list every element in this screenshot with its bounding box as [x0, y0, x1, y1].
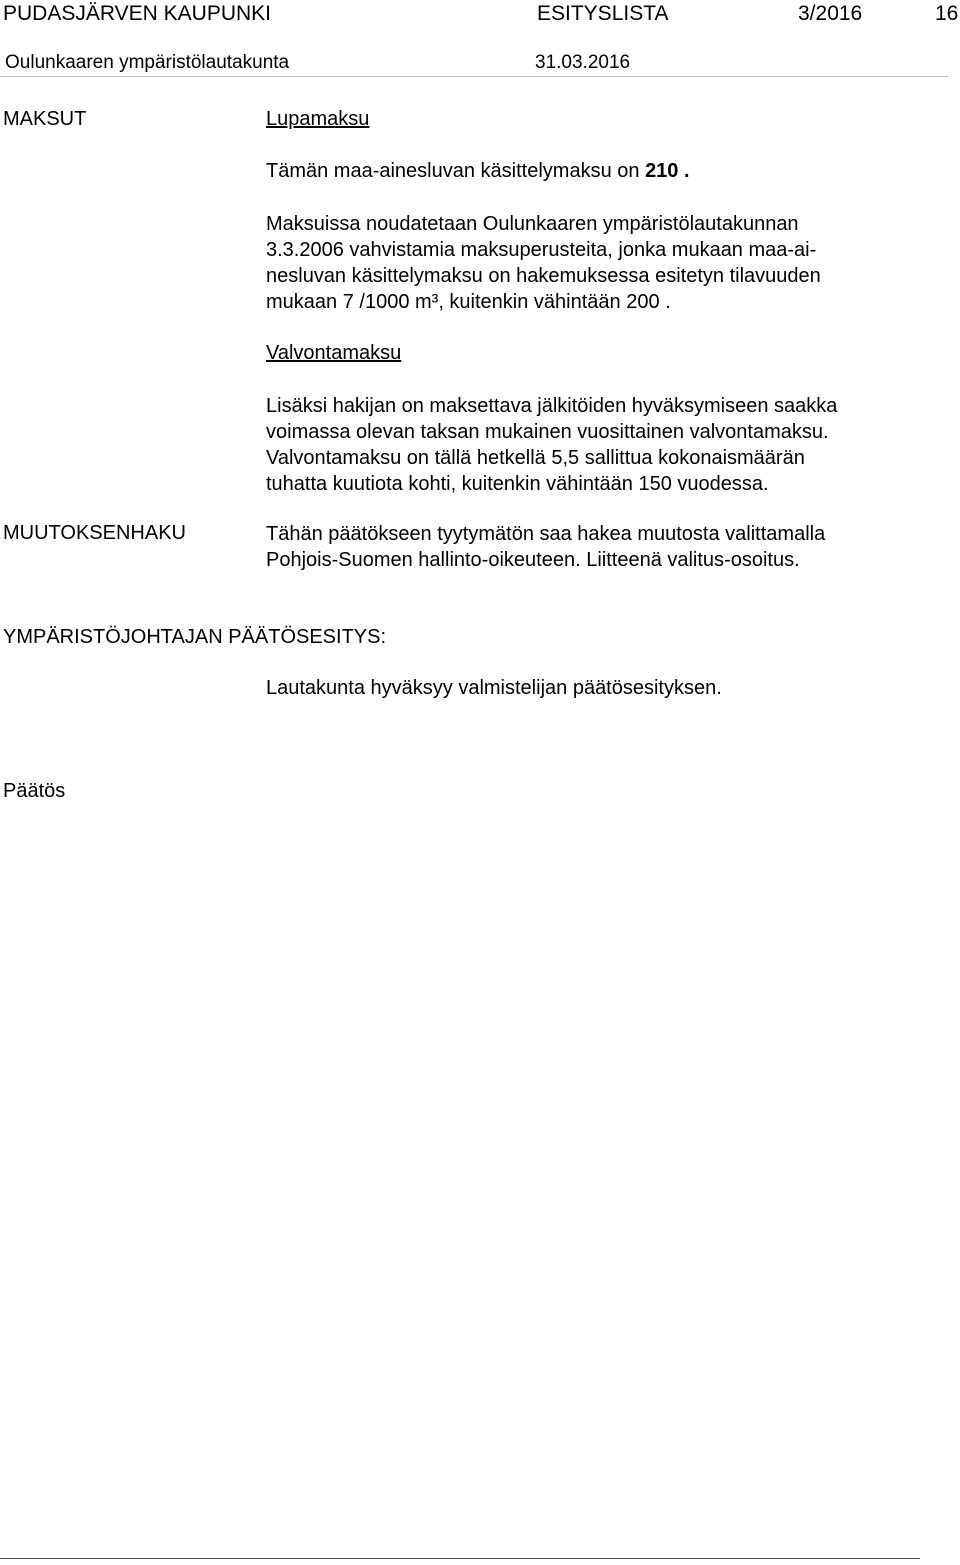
section-label-maksut: MAKSUT: [3, 108, 87, 130]
section-label-muutoksenhaku: MUUTOKSENHAKU: [3, 522, 186, 544]
valvontamaksu-line: voimassa olevan taksan mukainen vuosittainen valvontamaksu.: [266, 421, 829, 443]
fee-sentence: [266, 160, 690, 183]
valvontamaksu-paragraph: [266, 393, 906, 497]
document-type: ESITYSLISTA: [537, 2, 669, 25]
header-divider: [0, 76, 948, 77]
fee-basis-line: Maksuissa noudatetaan Oulunkaaren ympäristölautakunnan: [266, 213, 799, 235]
appeal-line: Tähän päätökseen tyytymätön saa hakea muutosta valittamalla: [266, 523, 826, 545]
fee-amount: 210: [645, 160, 684, 182]
committee-name: Oulunkaaren ympäristölautakunta: [5, 52, 290, 73]
appeal-paragraph: [266, 521, 906, 573]
page-number: 16: [935, 2, 959, 25]
proposal-heading: YMPÄRISTÖJOHTAJAN PÄÄTÖSESITYS:: [3, 626, 387, 648]
document-number: 3/2016: [798, 2, 863, 25]
valvontamaksu-line: tuhatta kuutiota kohti, kuitenkin vähintään 150 vuodessa.: [266, 473, 769, 495]
municipality-name: PUDASJÄRVEN KAUPUNKI: [3, 2, 272, 25]
footer-divider: [0, 1558, 920, 1559]
fee-basis-paragraph: [266, 211, 906, 315]
fee-basis-line: nesluvan käsittelymaksu on hakemuksessa esitetyn tilavuuden: [266, 265, 821, 287]
lupamaksu-heading: Lupamaksu: [266, 108, 370, 130]
valvontamaksu-line: Valvontamaksu on tällä hetkellä 5,5 sallittua kokonaismäärän: [266, 447, 805, 469]
proposal-text: Lautakunta hyväksyy valmistelijan päätösesityksen.: [266, 677, 722, 699]
fee-basis-line: 3.3.2006 vahvistamia maksuperusteita, jonka mukaan maa-ai-: [266, 239, 817, 261]
fee-sentence-suffix: .: [684, 160, 690, 182]
appeal-line: Pohjois-Suomen hallinto-oikeuteen. Liitteenä valitus-osoitus.: [266, 549, 800, 571]
valvontamaksu-line: Lisäksi hakijan on maksettava jälkitöiden hyväksymiseen saakka: [266, 395, 838, 417]
fee-sentence-prefix: Tämän maa-ainesluvan käsittelymaksu on: [266, 160, 646, 182]
valvontamaksu-heading: Valvontamaksu: [266, 342, 402, 364]
decision-label: Päätös: [3, 780, 66, 802]
fee-basis-line: mukaan 7 /1000 m³, kuitenkin vähintään 200 .: [266, 291, 671, 313]
meeting-date: 31.03.2016: [535, 52, 631, 73]
